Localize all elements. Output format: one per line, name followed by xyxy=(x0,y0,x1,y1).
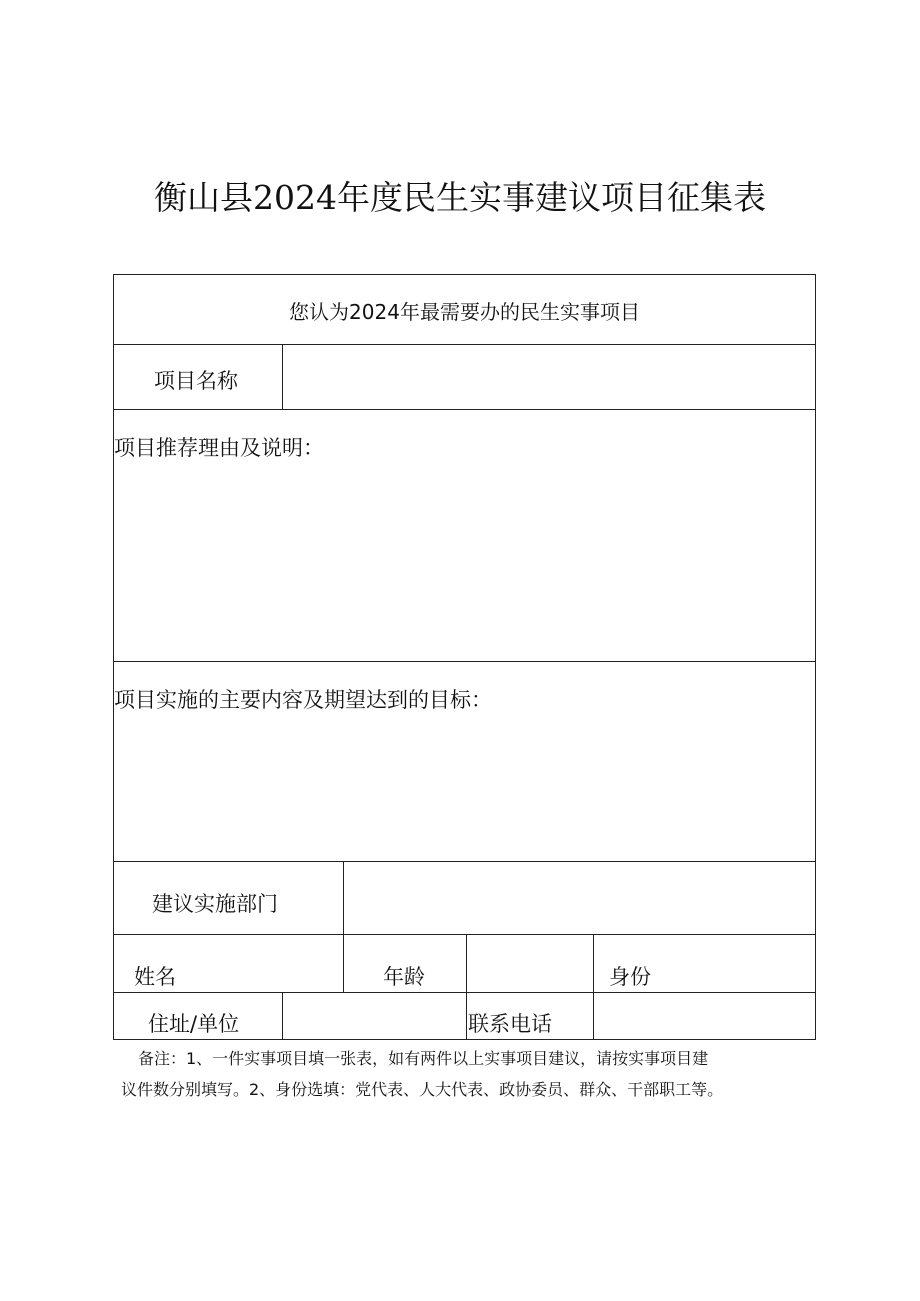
project-name-field[interactable] xyxy=(284,346,814,408)
table-divider-content xyxy=(113,861,816,862)
address-value-divider xyxy=(282,992,283,1040)
age-value-divider-left xyxy=(466,934,467,1040)
department-divider xyxy=(343,861,344,992)
phone-label: 联系电话 xyxy=(468,1012,552,1036)
table-divider-department xyxy=(113,934,816,935)
table-divider-reason xyxy=(113,661,816,662)
table-border-left xyxy=(113,274,114,1040)
table-border-bottom xyxy=(113,1039,816,1040)
footnote-line-1: 备注：1、一件实事项目填一张表，如有两件以上实事项目建议，请按实事项目建 xyxy=(138,1049,709,1068)
table-border-top xyxy=(113,274,816,275)
content-label: 项目实施的主要内容及期望达到的目标： xyxy=(114,688,492,712)
age-value-divider-right xyxy=(593,934,594,1040)
department-field[interactable] xyxy=(345,863,814,933)
address-field[interactable] xyxy=(284,994,464,1038)
address-label: 住址/单位 xyxy=(148,1012,240,1036)
page-title: 衡山县2024年度民生实事建议项目征集表 xyxy=(154,178,766,217)
table-divider-header xyxy=(113,344,816,345)
reason-field[interactable] xyxy=(115,464,814,659)
project-name-divider xyxy=(282,344,283,409)
project-name-label: 项目名称 xyxy=(154,369,238,393)
table-border-right xyxy=(815,274,816,1040)
identity-field[interactable] xyxy=(663,936,813,991)
table-header: 您认为2024年最需要办的民生实事项目 xyxy=(289,300,640,324)
age-label: 年龄 xyxy=(383,965,425,989)
table-divider-project-name xyxy=(113,409,816,410)
department-label: 建议实施部门 xyxy=(152,892,278,916)
footnote-line-2: 议件数分别填写。2、身份选填：党代表、人大代表、政协委员、群众、干部职工等。 xyxy=(121,1080,724,1099)
content-field[interactable] xyxy=(115,716,814,859)
name-label: 姓名 xyxy=(134,965,176,989)
reason-label: 项目推荐理由及说明： xyxy=(114,436,324,460)
name-field[interactable] xyxy=(193,936,341,991)
table-divider-person xyxy=(113,992,816,993)
age-field[interactable] xyxy=(468,936,592,991)
identity-label: 身份 xyxy=(609,965,651,989)
phone-field[interactable] xyxy=(595,994,814,1038)
proposal-form-table xyxy=(113,274,816,1040)
